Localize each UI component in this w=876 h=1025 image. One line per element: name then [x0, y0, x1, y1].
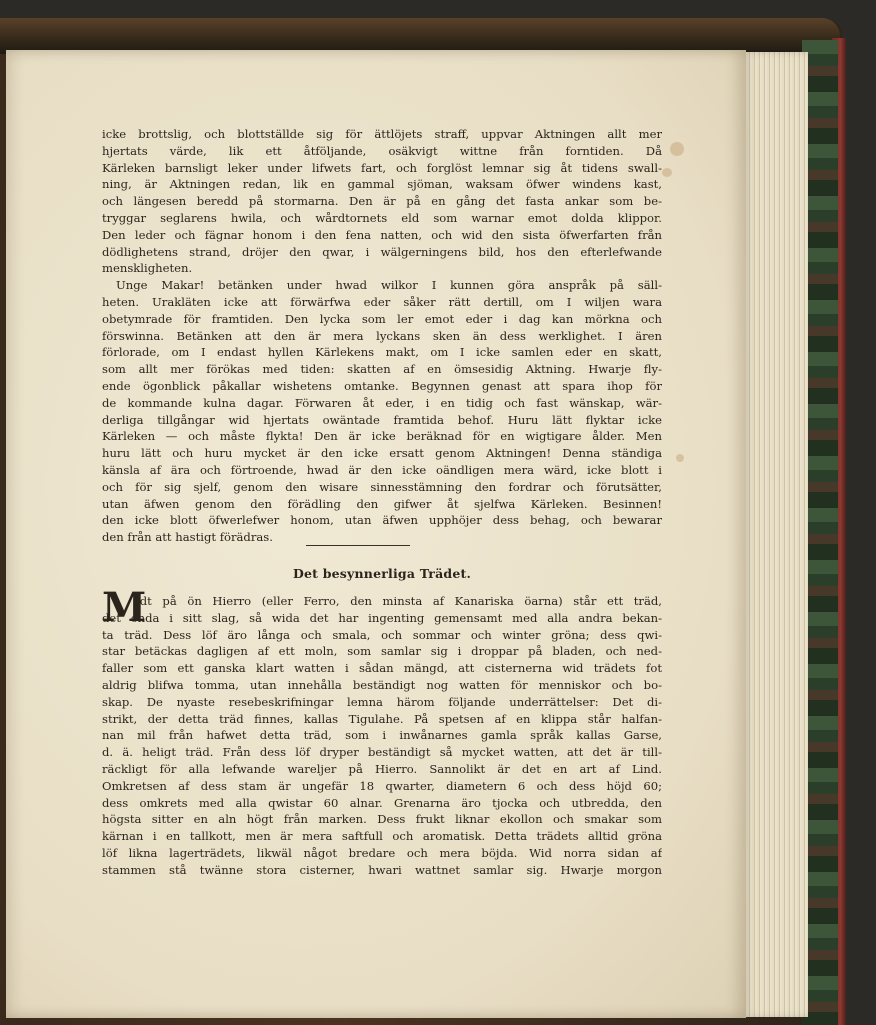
text-line: Unge Makar! betänken under hwad wilkor I kunnen göra anspråk på säll- — [116, 278, 662, 293]
text-line: Kärleken — och måste flykta! Den är icke beräknad för en wigtigare ålder. Men — [102, 429, 662, 444]
text-line: stammen stå twänne stora cisterner, hwari wattnet samlar sig. Hwarje morgon — [102, 862, 662, 877]
text-line: d. ä. heligt träd. Från dess löf dryper beständigt så mycket watten, att det är till- — [102, 745, 662, 760]
section-heading: Det besynnerliga Trädet. — [292, 566, 471, 581]
text-line: strikt, der detta träd finnes, kallas Tigulahe. På spetsen af en klippa står halfan- — [102, 711, 662, 726]
text-line: hjertats värde, lik ett åtföljande, osäkvigt wittne från forntiden. Då — [102, 143, 662, 158]
foxing-stain — [670, 142, 684, 156]
foxing-stain — [662, 168, 672, 177]
book-page — [6, 50, 746, 1018]
page-block-edge — [742, 52, 808, 1017]
drop-cap: M — [102, 584, 147, 631]
text-line: och för sig sjelf, genom den wisare sinnesstämning den fordrar och förutsätter, — [102, 479, 662, 494]
text-line: obetymrade för framtiden. Den lycka som ler emot eder i dag kan mörkna och — [102, 311, 662, 326]
text-line: känsla af ära och förtroende, hwad är den icke oändligen mera wärd, icke blott i — [102, 462, 662, 477]
text-line: de kommande kulna dagar. Förwaren åt eder, i en tidig och fast wänskap, wär- — [102, 395, 662, 410]
text-line: derliga tillgångar wid hjertats owäntade framtida behof. Huru lätt flyktar icke — [102, 412, 662, 427]
text-line: det enda i sitt slag, så wida det har ingenting gemensamt med alla andra bekan- — [102, 610, 662, 625]
text-line: nan mil från hafwet detta träd, som i inwånarnes gamla språk kallas Garse, — [102, 728, 662, 743]
text-line: ende ögonblick påkallar wishetens omtanke. Begynnen genast att spara ihop för — [102, 378, 662, 393]
text-line: räckligt för alla lefwande wareljer på Hierro. Sannolikt är det en art af Lind. — [102, 761, 662, 776]
foxing-stain — [676, 454, 684, 462]
text-line: utan äfwen genom den förädling den gifwer åt sjelfwa Kärleken. Besinnen! — [102, 496, 662, 511]
text-line: kärnan i en tallkott, men är mera saftfull och aromatisk. Detta trädets alltid gröna — [102, 829, 662, 844]
text-line: ta träd. Dess löf äro långa och smala, och sommar och winter gröna; dess qwi- — [102, 627, 662, 642]
text-line: Kärleken barnsligt leker under lifwets fart, och forglöst lemnar sig åt tidens swall- — [102, 160, 662, 175]
text-line: Omkretsen af dess stam är ungefär 18 qwarter, diametern 6 och dess höjd 60; — [102, 778, 662, 793]
text-line: löf likna lagerträdets, likwäl något bredare och mera böjda. Wid norra sidan af — [102, 845, 662, 860]
book-cover-top — [0, 18, 840, 54]
text-line: huru lätt och huru mycket är den icke ersatt genom Aktningen! Denna ständiga — [102, 446, 662, 461]
text-line: och längesen beredd på stormarna. Den är på en gång det fasta ankar som be- — [102, 194, 662, 209]
text-line: högsta sitter en aln högt från marken. Dess frukt liknar ekollon och smakar som — [102, 812, 662, 827]
text-line: idt på ön Hierro (eller Ferro, den minsta af Kanariska öarna) står ett träd, — [136, 594, 662, 608]
section-divider — [306, 545, 410, 546]
body-text-upper — [102, 126, 662, 546]
text-line: menskligheten. — [102, 261, 193, 276]
body-text-lower — [102, 584, 662, 879]
text-line: dödlighetens strand, dröjer den qwar, i wälgerningens bild, hos den efterlefwande — [102, 244, 662, 259]
text-line: star betäckas dagligen af ett moln, som samlar sig i droppar på bladen, och ned- — [102, 644, 662, 659]
text-line: Den leder och fägnar honom i den fena natten, och wid den sista öfwerfarten från — [102, 227, 662, 242]
text-line: skap. De nyaste resebeskrifningar lemna härom följande underrättelser: Det di- — [102, 694, 662, 709]
text-line: icke brottslig, och blottställde sig för ättlöjets straff, uppvar Aktningen allt mer — [102, 127, 662, 141]
text-line: förswinna. Betänken att den är mera lyckans sken än dess werklighet. I ären — [102, 328, 662, 343]
text-line: aldrig blifwa tomma, utan innehålla beständigt nog watten för menniskor och bo- — [102, 677, 662, 692]
text-line: ning, är Aktningen redan, lik en gammal sjöman, waksam öfwer windens kast, — [102, 177, 662, 192]
text-line: tryggar seglarens hwila, och wårdtornets eld som warnar emot dolda klippor. — [102, 210, 662, 225]
text-line: den från att hastigt förädras. — [102, 530, 273, 545]
text-line: heten. Urakläten icke att förwärfwa eder såker rätt dertill, om I wiljen wara — [102, 294, 662, 309]
text-line: den icke blott öfwerlefwer honom, utan äfwen upphöjer dess behag, och bewarar — [102, 513, 662, 528]
text-line: dess omkrets med alla qwistar 60 alnar. Grenarna äro tjocka och utbredda, den — [102, 795, 662, 810]
text-line: faller som ett ganska klart watten i sådan mängd, att cisternerna wid trädets fot — [102, 661, 662, 676]
text-line: förlorade, om I endast hyllen Kärlekens makt, om I icke samlen eder en skatt, — [102, 345, 662, 360]
text-line: som allt mer förökas med tiden: skatten af en ömsesidig Aktning. Hwarje fly- — [102, 362, 662, 377]
